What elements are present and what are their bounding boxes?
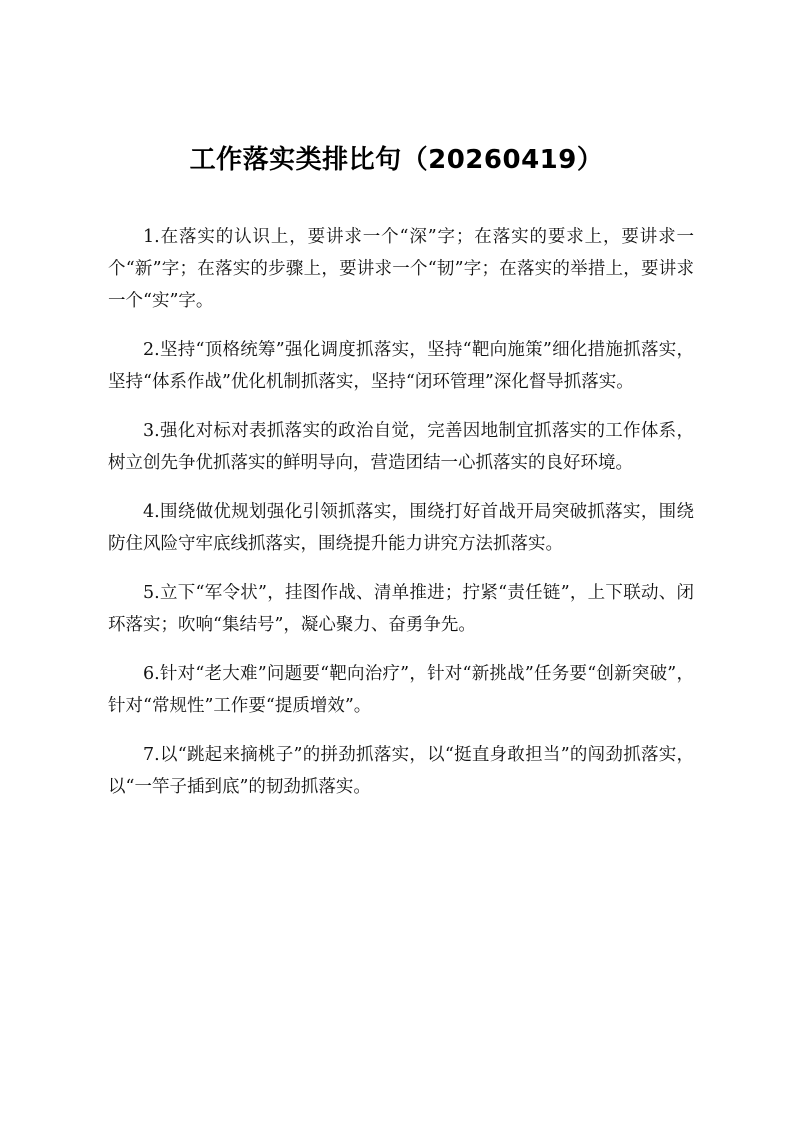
paragraph-7: 7.以“跳起来摘桃子”的拼劲抓落实，以“挺直身敢担当”的闯劲抓落实，以“一竿子插到底”的韧劲抓落实。 [108, 745, 694, 797]
paragraph-1: 1.在落实的认识上，要讲求一个“深”字；在落实的要求上，要讲求一个“新”字；在落实的步骤上，要讲求一个“韧”字；在落实的举措上，要讲求一个“实”字。 [108, 227, 694, 311]
paragraph-5: 5.立下“军令状”，挂图作战、清单推进；拧紧“责任链”，上下联动、闭环落实；吹响“集结号”，凝心聚力、奋勇争先。 [108, 583, 694, 635]
paragraph-3: 3.强化对标对表抓落实的政治自觉，完善因地制宜抓落实的工作体系，树立创先争优抓落实的鲜明导向，营造团结一心抓落实的良好环境。 [108, 421, 694, 473]
document-body [108, 221, 694, 820]
paragraph-4: 4.围绕做优规划强化引领抓落实，围绕打好首战开局突破抓落实，围绕防住风险守牢底线抓落实，围绕提升能力讲究方法抓落实。 [108, 502, 694, 554]
paragraph-2: 2.坚持“顶格统筹”强化调度抓落实，坚持“靶向施策”细化措施抓落实，坚持“体系作战”优化机制抓落实，坚持“闭环管理”深化督导抓落实。 [108, 340, 694, 392]
paragraph-6: 6.针对“老大难”问题要“靶向治疗”，针对“新挑战”任务要“创新突破”，针对“常规性”工作要“提质增效”。 [108, 664, 694, 716]
document-title: 工作落实类排比句（20260419） [189, 145, 604, 175]
